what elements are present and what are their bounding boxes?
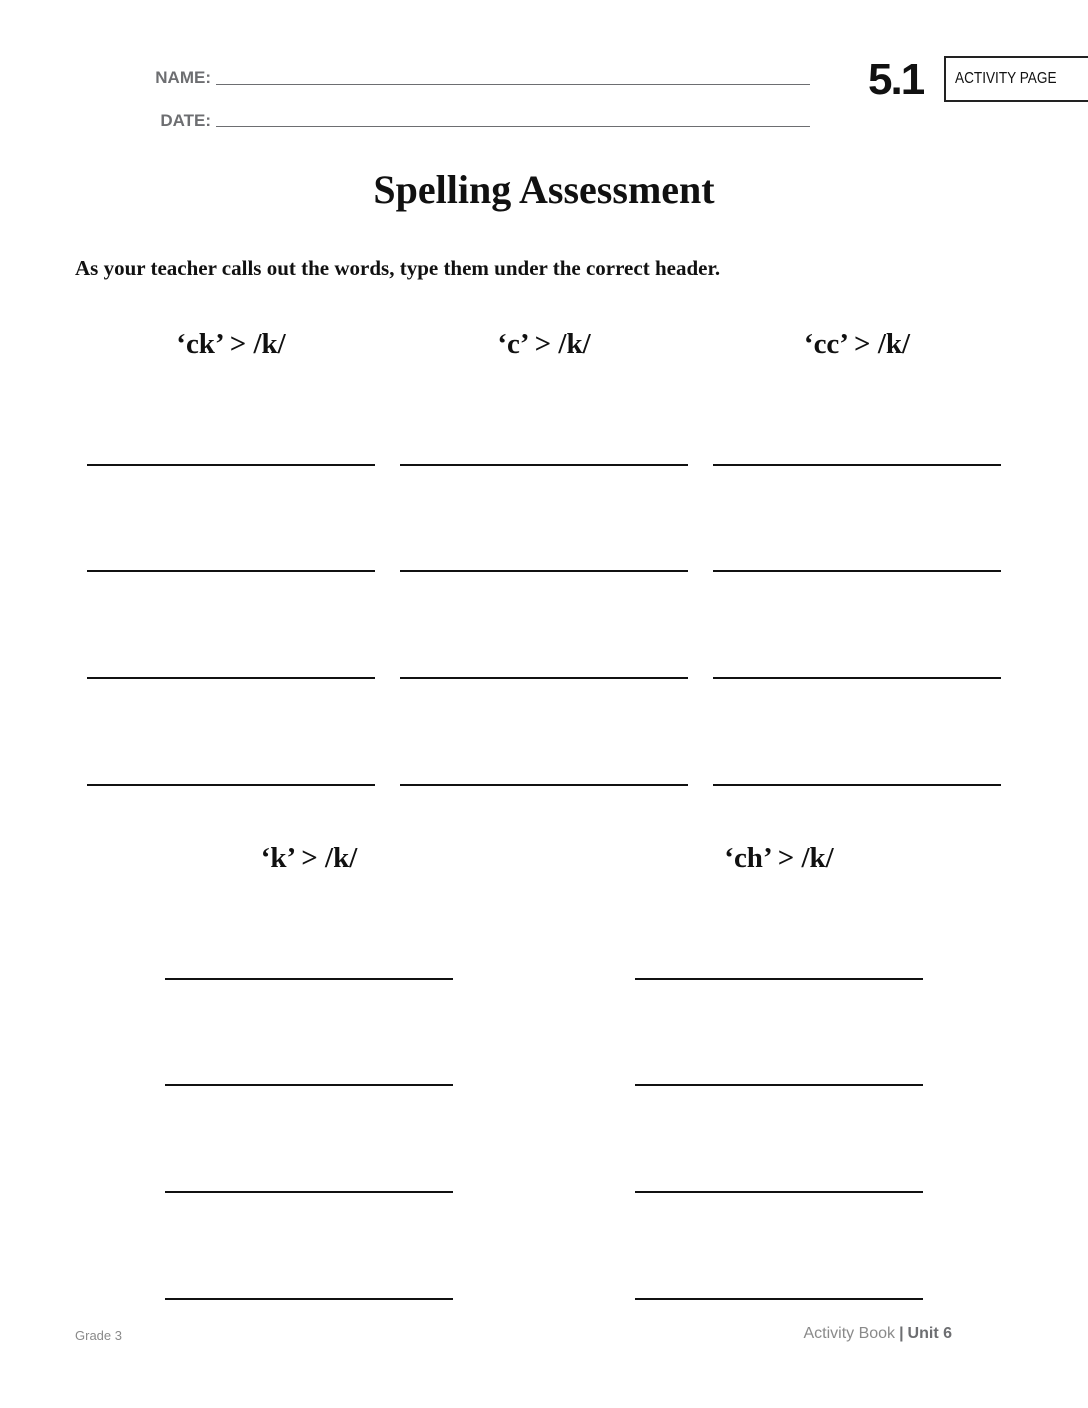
answer-line-ch-4[interactable] xyxy=(635,1298,923,1300)
answer-line-cc-2[interactable] xyxy=(713,570,1001,572)
answer-line-c-2[interactable] xyxy=(400,570,688,572)
answer-line-k-3[interactable] xyxy=(165,1191,453,1193)
answer-line-c-1[interactable] xyxy=(400,464,688,466)
answer-line-ck-3[interactable] xyxy=(87,677,375,679)
name-label: NAME: xyxy=(155,68,211,87)
footer-separator: | xyxy=(899,1325,904,1342)
answer-line-c-3[interactable] xyxy=(400,677,688,679)
answer-line-k-2[interactable] xyxy=(165,1084,453,1086)
answer-line-cc-4[interactable] xyxy=(713,784,1001,786)
column-header-k: ‘k’ > /k/ xyxy=(260,842,358,874)
answer-line-ck-4[interactable] xyxy=(87,784,375,786)
answer-line-k-4[interactable] xyxy=(165,1298,453,1300)
column-header-ck: ‘ck’ > /k/ xyxy=(176,328,286,360)
answer-line-k-1[interactable] xyxy=(165,978,453,980)
page-title: Spelling Assessment xyxy=(373,167,715,212)
answer-line-ch-3[interactable] xyxy=(635,1191,923,1193)
answer-line-ck-1[interactable] xyxy=(87,464,375,466)
column-header-cc: ‘cc’ > /k/ xyxy=(803,328,911,360)
activity-page-badge xyxy=(944,56,1088,102)
page-number: 5.1 xyxy=(868,55,924,104)
date-field[interactable] xyxy=(216,126,810,127)
answer-line-cc-3[interactable] xyxy=(713,677,1001,679)
answer-line-cc-1[interactable] xyxy=(713,464,1001,466)
column-header-ch: ‘ch’ > /k/ xyxy=(724,842,834,874)
name-field[interactable] xyxy=(216,84,810,85)
date-label: DATE: xyxy=(160,111,211,130)
column-header-c: ‘c’ > /k/ xyxy=(497,328,591,360)
footer-book-info xyxy=(803,1325,952,1343)
answer-line-ch-1[interactable] xyxy=(635,978,923,980)
answer-line-ck-2[interactable] xyxy=(87,570,375,572)
footer-unit: Unit 6 xyxy=(907,1325,952,1342)
answer-line-c-4[interactable] xyxy=(400,784,688,786)
answer-line-ch-2[interactable] xyxy=(635,1084,923,1086)
footer-book: Activity Book xyxy=(803,1325,896,1342)
activity-page-label: ACTIVITY PAGE xyxy=(955,70,1057,87)
instructions: As your teacher calls out the words, type them under the correct header. xyxy=(75,256,721,280)
footer-grade: Grade 3 xyxy=(75,1328,122,1343)
